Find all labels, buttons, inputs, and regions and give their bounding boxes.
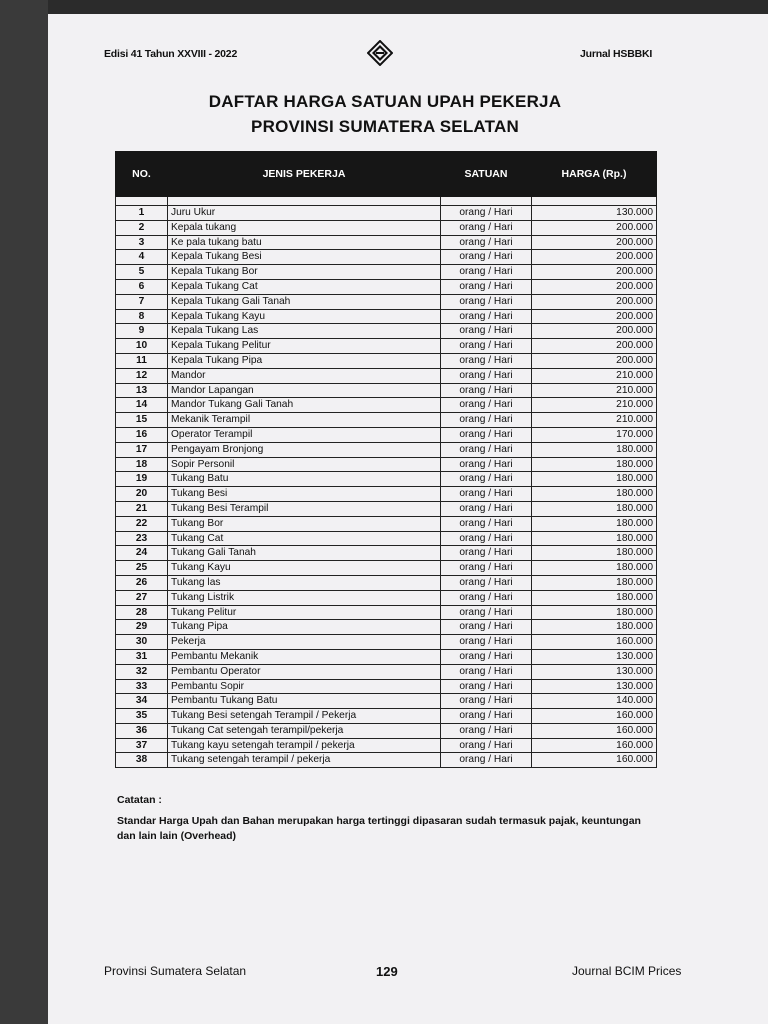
row-number: 12 [116, 368, 168, 383]
table-row [116, 206, 657, 221]
worker-type: Tukang Besi Terampil [168, 501, 441, 516]
worker-type: Tukang las [168, 575, 441, 590]
table-row [116, 487, 657, 502]
worker-type: Tukang Besi [168, 487, 441, 502]
row-number: 6 [116, 279, 168, 294]
price: 140.000 [532, 694, 657, 709]
notes-section [117, 793, 657, 844]
row-number: 36 [116, 723, 168, 738]
unit: orang / Hari [441, 709, 532, 724]
worker-type: Tukang Pelitur [168, 605, 441, 620]
header-no: NO. [116, 152, 168, 197]
unit: orang / Hari [441, 220, 532, 235]
worker-type: Tukang Pipa [168, 620, 441, 635]
row-number: 27 [116, 590, 168, 605]
table-row [116, 457, 657, 472]
worker-type: Tukang Bor [168, 516, 441, 531]
price: 200.000 [532, 353, 657, 368]
table-row [116, 723, 657, 738]
price: 160.000 [532, 738, 657, 753]
worker-type: Pembantu Sopir [168, 679, 441, 694]
wage-table [115, 151, 657, 768]
unit: orang / Hari [441, 605, 532, 620]
unit: orang / Hari [441, 294, 532, 309]
price: 200.000 [532, 250, 657, 265]
table-row [116, 442, 657, 457]
table-row [116, 620, 657, 635]
unit: orang / Hari [441, 635, 532, 650]
row-number: 37 [116, 738, 168, 753]
row-number: 15 [116, 413, 168, 428]
worker-type: Kepala Tukang Gali Tanah [168, 294, 441, 309]
row-number: 31 [116, 649, 168, 664]
table-row [116, 235, 657, 250]
unit: orang / Hari [441, 516, 532, 531]
table-row [116, 427, 657, 442]
row-number: 16 [116, 427, 168, 442]
journal-header: Jurnal HSBBKI [580, 48, 653, 60]
row-number: 3 [116, 235, 168, 250]
unit: orang / Hari [441, 383, 532, 398]
row-number: 29 [116, 620, 168, 635]
header-harga: HARGA (Rp.) [532, 152, 657, 197]
notes-label: Catatan : [117, 794, 162, 806]
price: 130.000 [532, 664, 657, 679]
unit: orang / Hari [441, 413, 532, 428]
price: 180.000 [532, 546, 657, 561]
row-number: 2 [116, 220, 168, 235]
table-row [116, 753, 657, 768]
unit: orang / Hari [441, 694, 532, 709]
row-number: 35 [116, 709, 168, 724]
unit: orang / Hari [441, 620, 532, 635]
table-row [116, 501, 657, 516]
price: 180.000 [532, 472, 657, 487]
worker-type: Pengayam Bronjong [168, 442, 441, 457]
table-row [116, 309, 657, 324]
row-number: 10 [116, 339, 168, 354]
footer-journal: Journal BCIM Prices [572, 964, 682, 978]
row-number: 30 [116, 635, 168, 650]
worker-type: Pembantu Mekanik [168, 649, 441, 664]
price: 180.000 [532, 457, 657, 472]
price: 180.000 [532, 516, 657, 531]
price: 130.000 [532, 679, 657, 694]
price: 160.000 [532, 723, 657, 738]
worker-type: Kepala Tukang Besi [168, 250, 441, 265]
unit: orang / Hari [441, 501, 532, 516]
price: 130.000 [532, 206, 657, 221]
worker-type: Mandor Lapangan [168, 383, 441, 398]
row-number: 14 [116, 398, 168, 413]
table-row [116, 561, 657, 576]
price: 210.000 [532, 398, 657, 413]
worker-type: Tukang Batu [168, 472, 441, 487]
row-number: 23 [116, 531, 168, 546]
price: 200.000 [532, 294, 657, 309]
unit: orang / Hari [441, 649, 532, 664]
worker-type: Ke pala tukang batu [168, 235, 441, 250]
price: 180.000 [532, 442, 657, 457]
unit: orang / Hari [441, 442, 532, 457]
page-top-edge [48, 0, 768, 14]
row-number: 13 [116, 383, 168, 398]
table-row [116, 472, 657, 487]
row-number: 24 [116, 546, 168, 561]
table-row [116, 546, 657, 561]
worker-type: Tukang setengah terampil / pekerja [168, 753, 441, 768]
worker-type: Kepala Tukang Las [168, 324, 441, 339]
table-row [116, 294, 657, 309]
row-number: 8 [116, 309, 168, 324]
price: 180.000 [532, 605, 657, 620]
table-row [116, 694, 657, 709]
row-number: 18 [116, 457, 168, 472]
worker-type: Sopir Personil [168, 457, 441, 472]
price: 210.000 [532, 368, 657, 383]
unit: orang / Hari [441, 457, 532, 472]
unit: orang / Hari [441, 472, 532, 487]
worker-type: Tukang Cat [168, 531, 441, 546]
table-row [116, 531, 657, 546]
price: 160.000 [532, 635, 657, 650]
table-row [116, 709, 657, 724]
row-number: 9 [116, 324, 168, 339]
unit: orang / Hari [441, 738, 532, 753]
worker-type: Kepala Tukang Kayu [168, 309, 441, 324]
table-row [116, 398, 657, 413]
table-row [116, 575, 657, 590]
worker-type: Tukang Besi setengah Terampil / Pekerja [168, 709, 441, 724]
unit: orang / Hari [441, 339, 532, 354]
table-row [116, 250, 657, 265]
row-number: 22 [116, 516, 168, 531]
unit: orang / Hari [441, 531, 532, 546]
worker-type: Kepala Tukang Pelitur [168, 339, 441, 354]
table-row [116, 279, 657, 294]
page-title: DAFTAR HARGA SATUAN UPAH PEKERJA [208, 92, 562, 111]
price: 210.000 [532, 413, 657, 428]
unit: orang / Hari [441, 206, 532, 221]
row-number: 33 [116, 679, 168, 694]
price: 180.000 [532, 501, 657, 516]
unit: orang / Hari [441, 265, 532, 280]
row-number: 25 [116, 561, 168, 576]
table-row [116, 383, 657, 398]
unit: orang / Hari [441, 250, 532, 265]
price: 160.000 [532, 709, 657, 724]
row-number: 17 [116, 442, 168, 457]
worker-type: Mandor Tukang Gali Tanah [168, 398, 441, 413]
table-row [116, 590, 657, 605]
unit: orang / Hari [441, 590, 532, 605]
worker-type: Kepala Tukang Pipa [168, 353, 441, 368]
worker-type: Kepala tukang [168, 220, 441, 235]
row-number: 5 [116, 265, 168, 280]
price: 180.000 [532, 487, 657, 502]
price: 160.000 [532, 753, 657, 768]
row-number: 19 [116, 472, 168, 487]
unit: orang / Hari [441, 324, 532, 339]
table-row [116, 368, 657, 383]
table-row [116, 679, 657, 694]
worker-type: Pembantu Tukang Batu [168, 694, 441, 709]
price: 210.000 [532, 383, 657, 398]
worker-type: Operator Terampil [168, 427, 441, 442]
unit: orang / Hari [441, 546, 532, 561]
unit: orang / Hari [441, 723, 532, 738]
worker-type: Tukang kayu setengah terampil / pekerja [168, 738, 441, 753]
price: 180.000 [532, 590, 657, 605]
row-number: 11 [116, 353, 168, 368]
unit: orang / Hari [441, 368, 532, 383]
page-subtitle: PROVINSI SUMATERA SELATAN [251, 117, 519, 136]
row-number: 20 [116, 487, 168, 502]
price: 200.000 [532, 339, 657, 354]
price: 170.000 [532, 427, 657, 442]
header-jenis-pekerja: JENIS PEKERJA [168, 152, 441, 197]
notes-text: Standar Harga Upah dan Bahan merupakan harga tertinggi dipasaran sudah termasuk pajak, keuntungan dan lain lain (Overhead) [117, 815, 641, 842]
price: 180.000 [532, 620, 657, 635]
row-number: 34 [116, 694, 168, 709]
unit: orang / Hari [441, 753, 532, 768]
price: 180.000 [532, 561, 657, 576]
price: 180.000 [532, 531, 657, 546]
unit: orang / Hari [441, 427, 532, 442]
table-row [116, 605, 657, 620]
unit: orang / Hari [441, 353, 532, 368]
worker-type: Mekanik Terampil [168, 413, 441, 428]
table-row [116, 353, 657, 368]
row-number: 26 [116, 575, 168, 590]
row-number: 4 [116, 250, 168, 265]
price: 200.000 [532, 324, 657, 339]
row-number: 38 [116, 753, 168, 768]
table-row [116, 649, 657, 664]
table-row [116, 516, 657, 531]
worker-type: Juru Ukur [168, 206, 441, 221]
edition-header: Edisi 41 Tahun XXVIII - 2022 [104, 48, 238, 60]
price: 200.000 [532, 220, 657, 235]
price: 180.000 [532, 575, 657, 590]
price: 200.000 [532, 279, 657, 294]
unit: orang / Hari [441, 561, 532, 576]
worker-type: Kepala Tukang Bor [168, 265, 441, 280]
header-satuan: SATUAN [441, 152, 532, 197]
table-row [116, 339, 657, 354]
unit: orang / Hari [441, 575, 532, 590]
worker-type: Kepala Tukang Cat [168, 279, 441, 294]
table-row [116, 664, 657, 679]
row-number: 28 [116, 605, 168, 620]
table-row [116, 738, 657, 753]
unit: orang / Hari [441, 235, 532, 250]
table-row [116, 635, 657, 650]
worker-type: Pembantu Operator [168, 664, 441, 679]
unit: orang / Hari [441, 679, 532, 694]
unit: orang / Hari [441, 487, 532, 502]
worker-type: Tukang Kayu [168, 561, 441, 576]
footer-province: Provinsi Sumatera Selatan [104, 964, 247, 978]
price: 200.000 [532, 309, 657, 324]
table-spacer-row [116, 197, 657, 206]
journal-logo-icon [367, 40, 393, 66]
worker-type: Tukang Gali Tanah [168, 546, 441, 561]
table-row [116, 324, 657, 339]
unit: orang / Hari [441, 279, 532, 294]
row-number: 32 [116, 664, 168, 679]
table-row [116, 265, 657, 280]
table-header-row [116, 152, 657, 197]
unit: orang / Hari [441, 398, 532, 413]
page-number: 129 [376, 964, 398, 979]
unit: orang / Hari [441, 309, 532, 324]
unit: orang / Hari [441, 664, 532, 679]
worker-type: Mandor [168, 368, 441, 383]
worker-type: Tukang Listrik [168, 590, 441, 605]
table-row [116, 220, 657, 235]
price: 130.000 [532, 649, 657, 664]
table-row [116, 413, 657, 428]
row-number: 7 [116, 294, 168, 309]
worker-type: Tukang Cat setengah terampil/pekerja [168, 723, 441, 738]
worker-type: Pekerja [168, 635, 441, 650]
price: 200.000 [532, 265, 657, 280]
price: 200.000 [532, 235, 657, 250]
row-number: 21 [116, 501, 168, 516]
row-number: 1 [116, 206, 168, 221]
